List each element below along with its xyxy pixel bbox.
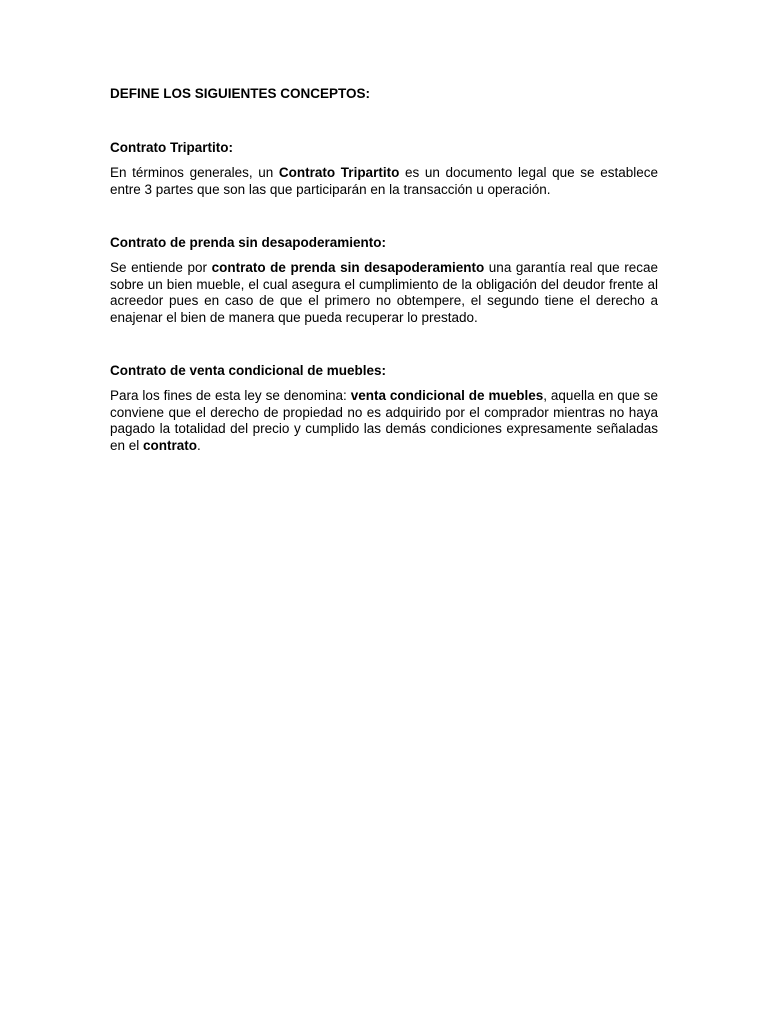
document-title: DEFINE LOS SIGUIENTES CONCEPTOS: xyxy=(110,86,371,101)
bold-term: Contrato Tripartito xyxy=(278,165,400,180)
section-heading: Contrato de venta condicional de muebles: xyxy=(110,363,387,378)
bold-term: venta condicional de muebles xyxy=(350,388,544,403)
section-heading: Contrato de prenda sin desapoderamiento: xyxy=(110,235,387,250)
section-heading: Contrato Tripartito: xyxy=(110,140,233,155)
bold-term: contrato de prenda sin desapoderamiento xyxy=(211,260,485,275)
section-contrato-prenda xyxy=(110,234,658,326)
section-venta-condicional xyxy=(110,362,658,454)
section-contrato-tripartito xyxy=(110,139,658,198)
section-paragraph xyxy=(110,260,658,326)
document-page xyxy=(110,85,658,454)
paragraph-text: , aquella en que se conviene que el derecho de propiedad no es adquirido por el comprador mientras no haya pagado la totalidad del precio y cumplido las demás condiciones expresamente señaladas en el xyxy=(110,388,658,453)
paragraph-text: En términos generales, un xyxy=(110,165,279,180)
bold-term: contrato xyxy=(143,437,198,453)
section-paragraph xyxy=(110,165,658,198)
paragraph-text: Se entiende por xyxy=(110,260,212,275)
paragraph-text: . xyxy=(197,437,201,453)
paragraph-text: una garantía real que recae sobre un bien mueble, el cual asegura el cumplimiento de la obligación del deudor frente al acreedor pues en caso de que el primero no obtempere, el segundo tiene el derecho a enajenar el bien de manera que pueda recuperar lo prestado. xyxy=(110,260,658,325)
paragraph-text: Para los fines de esta ley se denomina: xyxy=(110,388,351,403)
section-paragraph xyxy=(110,388,658,454)
paragraph-text: es un documento legal que se establece entre 3 partes que son las que participarán en la transacción u operación. xyxy=(110,165,658,197)
